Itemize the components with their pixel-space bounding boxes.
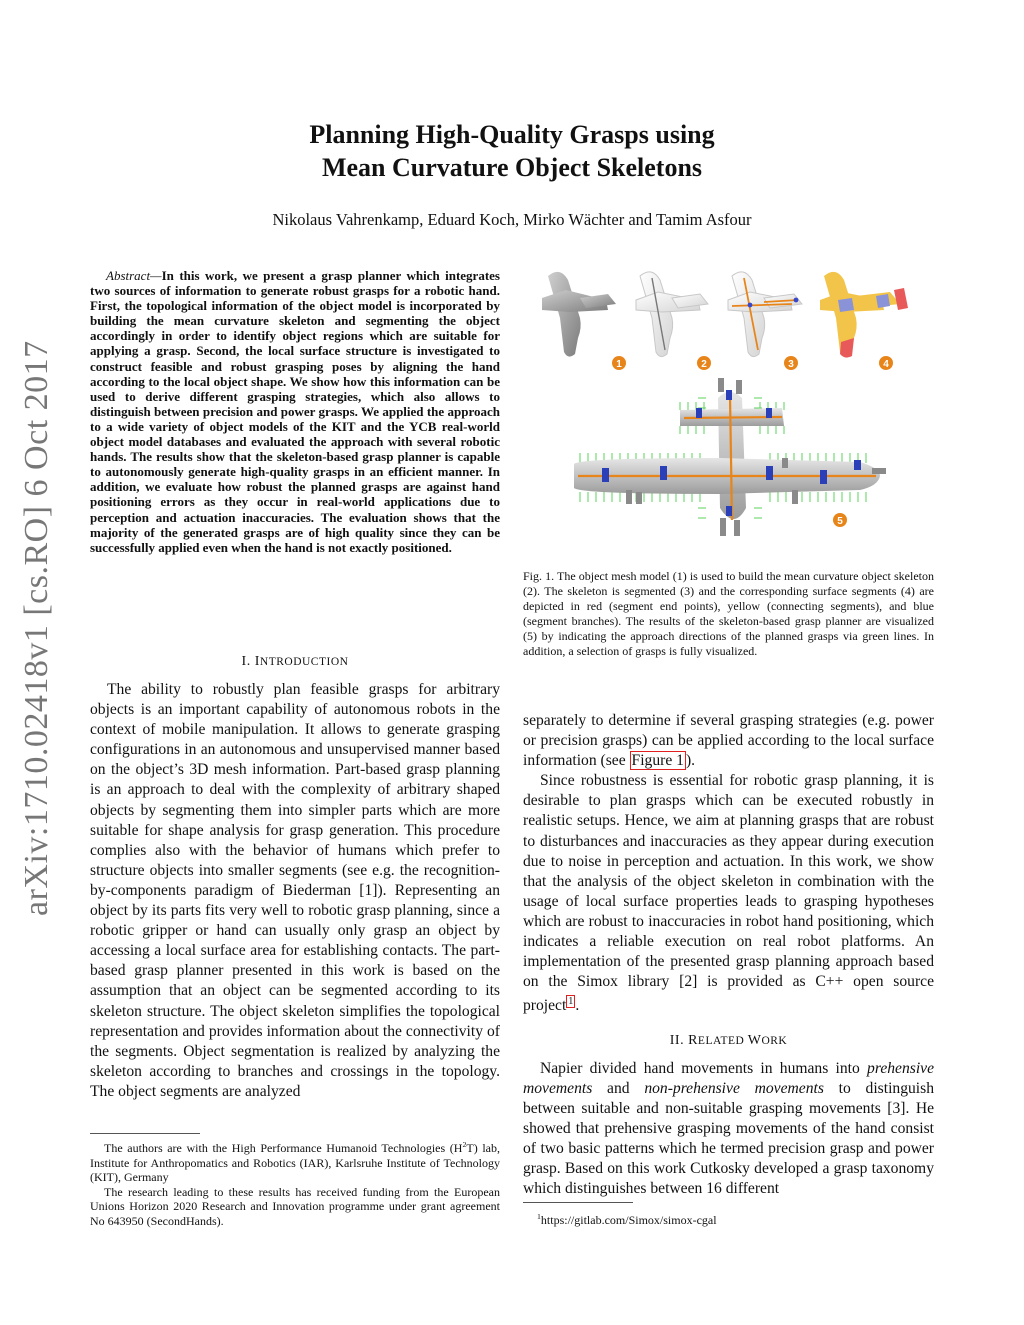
figure-1-caption: Fig. 1. The object mesh model (1) is used to build the mean curvature object skeleton (2). The skeleton is segmented (3) and the corresponding surface segments (4) are depicted in red (segment end points), yellow (connecting segments), and blue (segment branches). The results of the skeleton-based grasp planner are visualized (5) by indicating the approach directions of the planned grasps via green lines. In addition, a selection of grasps is fully visualized.: [523, 569, 934, 659]
title-line-1: Planning High-Quality Grasps using: [309, 120, 715, 149]
abstract-label: Abstract—: [106, 268, 162, 283]
paragraph-continuation: separately to determine if several grasping strategies (e.g. power or precision grasps) can be applied according to the local surface information (see Figure 1 ).: [523, 712, 934, 770]
abstract-text: In this work, we present a grasp planner which integrates two sources of information to generate robust grasps for a robotic hand. First, the topological information of the object model is incorporated by building the mean curvature skeleton and segmenting the object accordingly in order to identify object regions which are suitable for applying a grasp. Second, the local surface structure is investigated to construct feasible and robust grasping poses by aligning the hand according to the local object shape. We show how this information can be used to derive different grasping strategies, which also allows to distinguish between precision and power grasps. We applied the approach to a wide variety of object models of the KIT and the YCB real-world object model databases and evaluated the approach with several robotic hands. The results show that the skeleton-based grasp planner is capable to autonomously generate high-quality grasps in an efficient manner. In addition, we evaluate how robust the planned grasps are against hand positioning errors as they occur in real-world applications due to perception and actuation inaccuracies. The evaluation shows that the majority of the generated grasps are of high quality since they can be successfully applied even when the hand is not exactly positioned.: [90, 268, 500, 555]
robustness-paragraph: Since robustness is essential for robotic grasp planning, it is desirable to plan grasps which can be executed robustly in realistic setups. Hence, we aim at planning grasps that are robust to disturbances and inaccuracies as they appear during execution due to noise in perception and actuation. In this work, we show that the analysis of the object skeleton in combination with the usage of local surface properties leads to grasping hypotheses which are robust to inaccuracies in robot hand positioning, which indicates a reliable execution on real robot platforms. An implementation of the presented grasp planning approach based on the Simox library [2] is provided as C++ open source project $^1$ .: [523, 772, 934, 1015]
abstract: [90, 268, 500, 555]
title-line-2: Mean Curvature Object Skeletons: [321, 153, 703, 182]
arxiv-identifier: arXiv:1710.02418v1 [cs.RO] 6 Oct 2017: [18, 340, 55, 916]
author-list: Nikolaus Vahrenkamp, Eduard Koch, Mirko Wächter and Tamim Asfour: [272, 210, 752, 229]
figure-1-link[interactable]: Figure 1: [631, 752, 684, 770]
marker-2: 2: [701, 359, 707, 370]
footnote-rule: [90, 1133, 200, 1134]
footnote-1: $^1$https://gitlab.com/Simox/simox-cgal: [537, 1212, 717, 1227]
surface-segments: [820, 272, 908, 358]
related-work-paragraph: Napier divided hand movements in humans into prehensive movements and non-prehensive movements to distinguish between suitable and non-suitable grasping movements [3]. He showed that prehensive grasping movements of the hand consist of two basic patterns which he termed precision grasp and power grasp. Based on this work Cutkosky developed a grasp taxonomy which distinguishes between 16 different: [523, 1059, 934, 1198]
affiliation-footnote: The authors are with the High Performance Humanoid Technologies $(H^2T)$ lab, Institute for Anthropomatics and Robotics (IAR), Karlsruhe Institute of Technology (KIT), Germany The research leading to these results has received funding from the European Unions Horizon 2020 Research and Innovation programme under grant agreement No 643950 (SecondHands).: [90, 1140, 500, 1228]
marker-5: 5: [837, 516, 843, 527]
right-column-text: [523, 711, 934, 1199]
marker-3: 3: [788, 359, 794, 370]
skeleton-model: [636, 272, 708, 357]
segmented-skeleton: [728, 272, 802, 357]
figure-1: [520, 258, 938, 558]
section-heading-related-work: II. RELATED WORK: [669, 1032, 788, 1048]
marker-4: 4: [883, 359, 889, 370]
funding-footnote: The research leading to these results has received funding from the European Unions Horizon 2020 Research and Innovation programme under grant agreement No 643950 (SecondHands).: [90, 1184, 500, 1228]
introduction-paragraph: The ability to robustly plan feasible grasps for arbitrary objects is an important capability of autonomous robots in the context of mobile manipulation. It allows to generate grasping configurations in an autonomous and unsupervised manner based on the object’s 3D mesh information. Part-based grasp planning is an approach to deal with the complexity of arbitrary shaped objects by segmenting them into simpler parts which are more suitable for shape analysis for grasp generation. This procedure complies also with the behavior of humans which prefer to structure objects into smaller segments (see e.g. the recognition-by-components paradigm of Biederman [1]). Representing an object by its parts fits very well to robotic grasp planning, since a robotic gripper or hand can usually only grasp an object by accessing a local surface area for establishing contacts. The part-based grasp planner presented in this work is based on the assumption that an object can be segmented according to its skeleton structure. The object skeleton simplifies the topological representation and provides information about the connectivity of the segments. Object segmentation is realized by analyzing the skeleton according to branches and crossings in the topology. The object segments are analyzed: [90, 681, 500, 1100]
figure-markers: [612, 356, 893, 527]
figure-1-illustration: [520, 258, 938, 558]
grasp-visualization: [574, 378, 886, 536]
mesh-model: [542, 272, 616, 357]
footnote-url[interactable]: https://gitlab.com/Simox/simox-cgal: [540, 1213, 717, 1227]
paper-title: [140, 118, 884, 184]
marker-1: 1: [616, 359, 622, 370]
section-heading-introduction: I. INTRODUCTION: [241, 654, 349, 669]
footnote-1-link[interactable]: 1: [568, 996, 574, 1008]
footnote-rule-right: [523, 1202, 633, 1203]
